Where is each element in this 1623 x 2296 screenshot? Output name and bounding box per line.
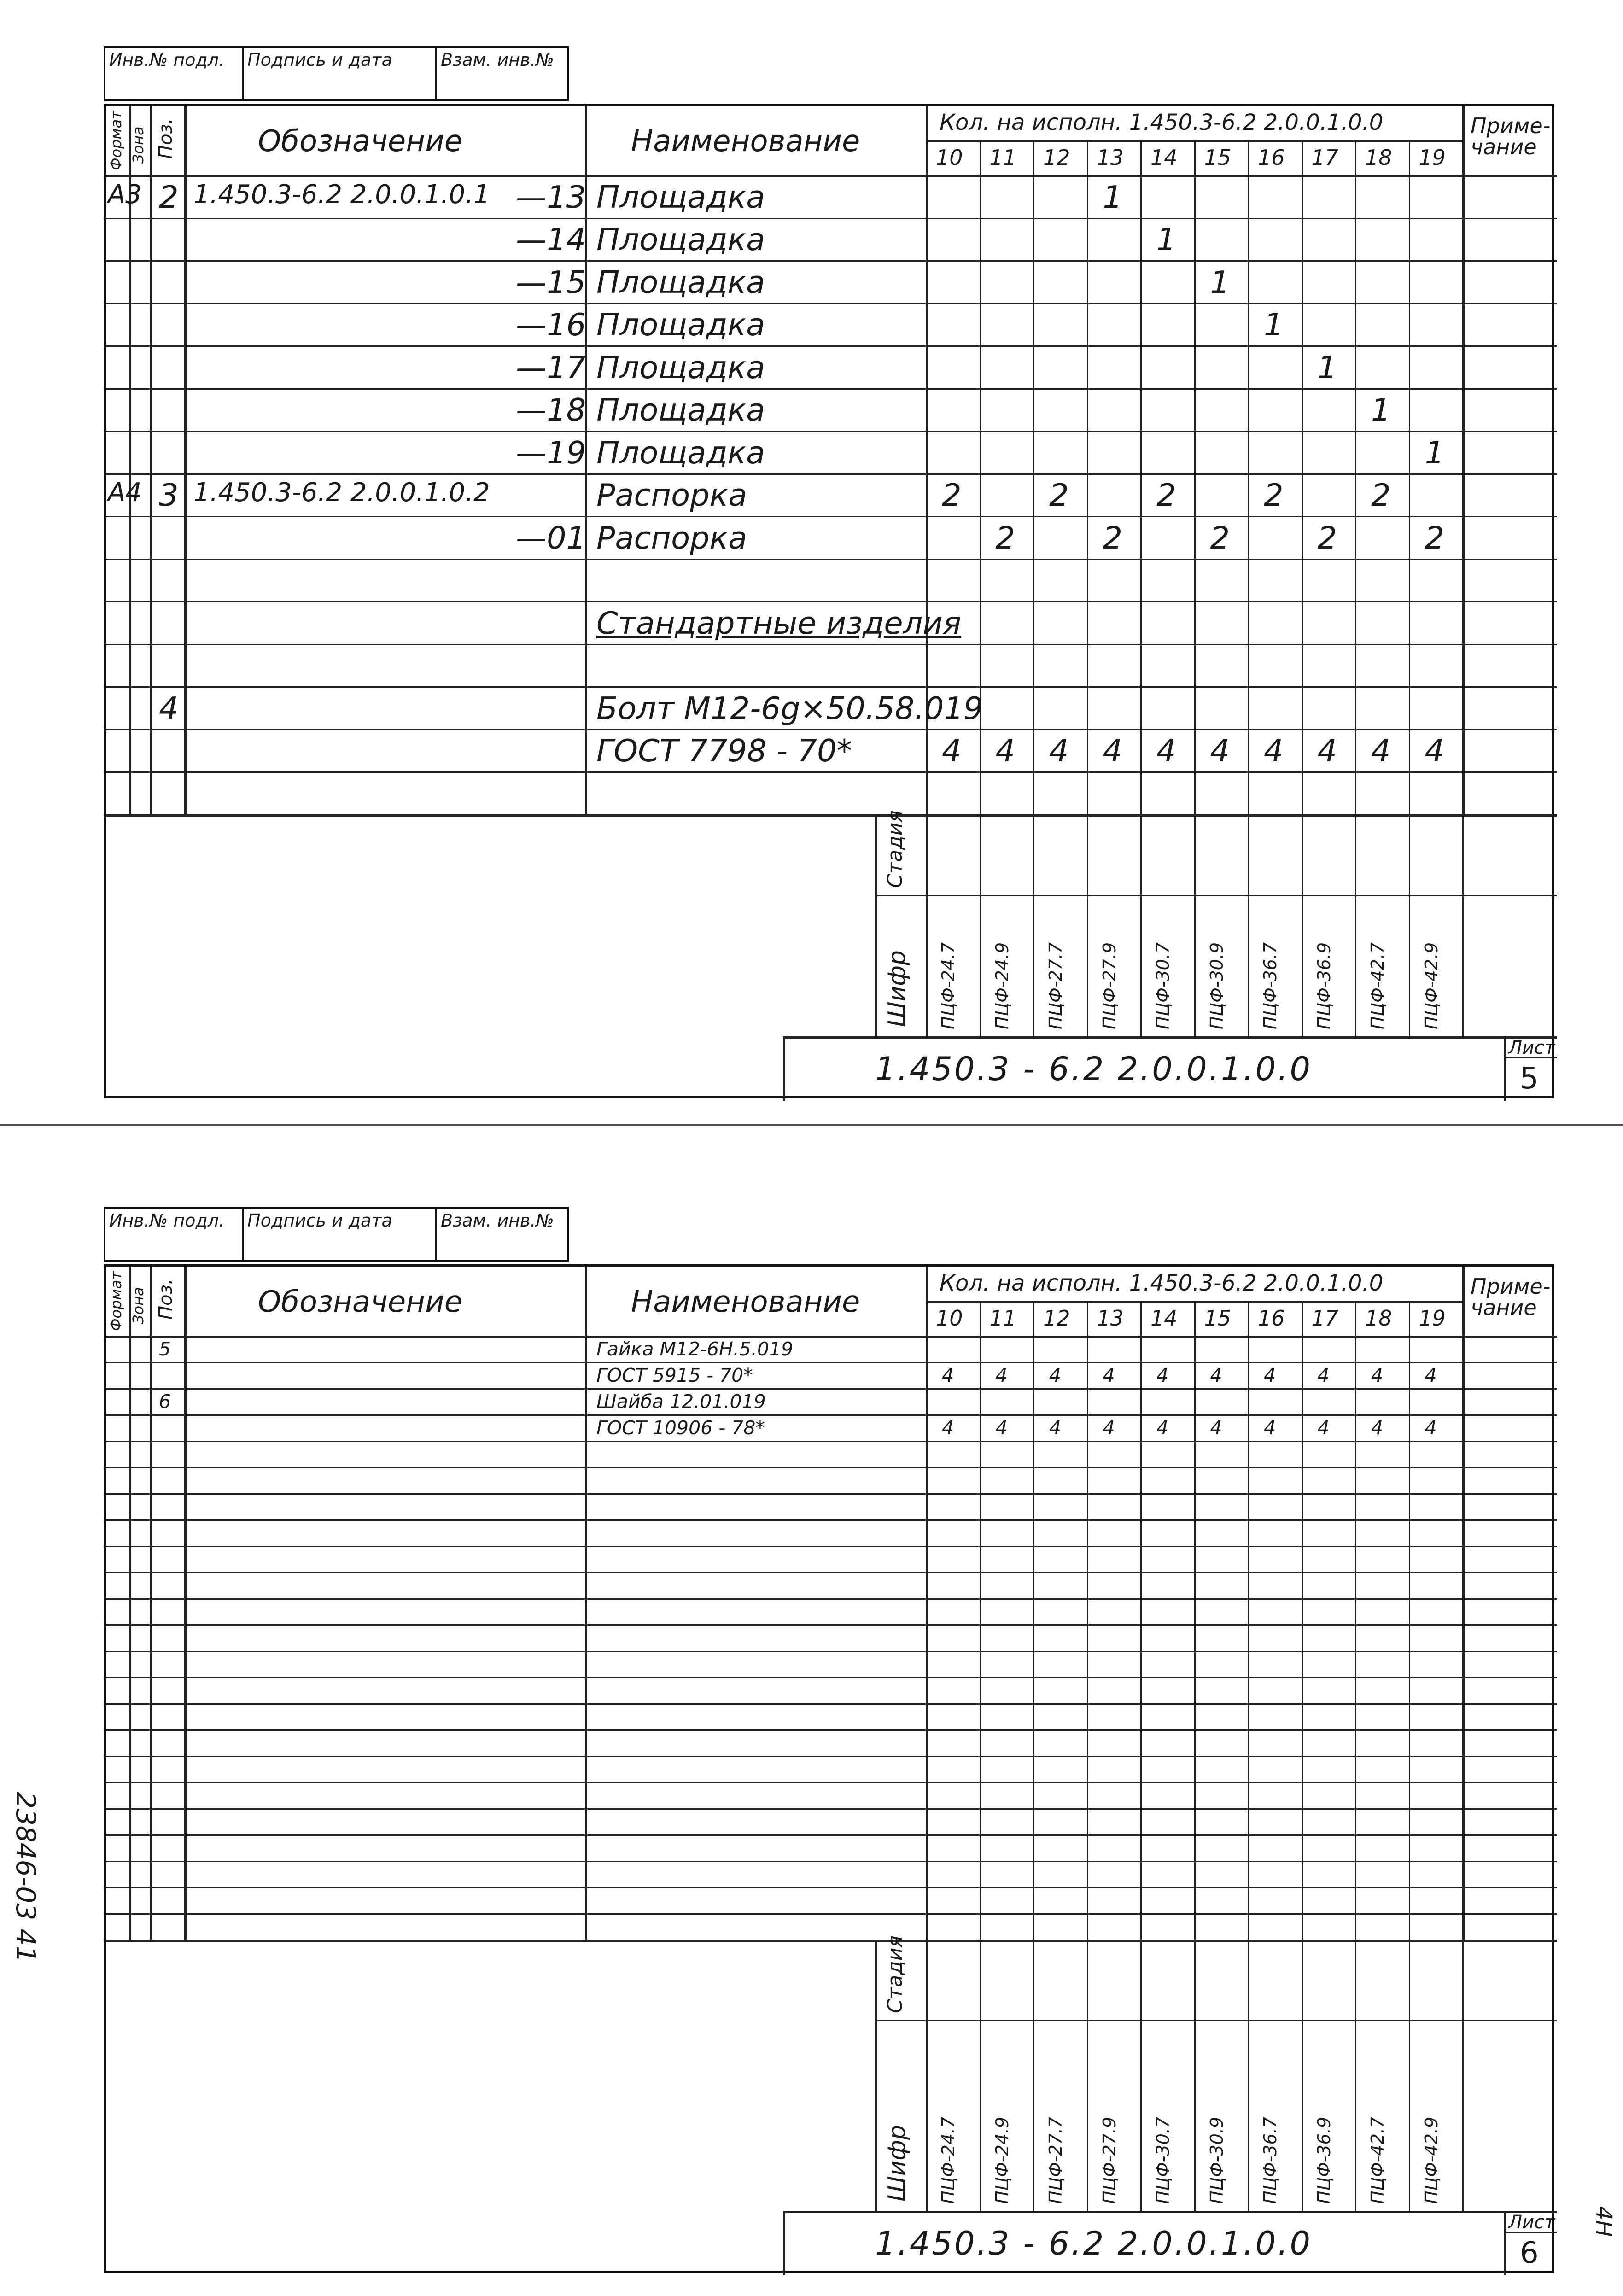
- footer-top-line: [106, 814, 1557, 817]
- row-variant-suffix: —16: [516, 307, 586, 343]
- cipher-code: ПЦФ-27.9: [1099, 942, 1120, 1029]
- sheet-label: Лист: [1508, 1037, 1555, 1058]
- variant-header: 12: [1043, 1306, 1070, 1331]
- zone-header: Зона: [129, 1287, 147, 1324]
- col-line-zone: [129, 106, 131, 814]
- row-line: [106, 345, 1557, 347]
- sheet-label: Лист: [1508, 2212, 1555, 2233]
- cipher-code: ПЦФ-24.7: [938, 942, 958, 1029]
- format-header: Формат: [107, 1271, 125, 1331]
- col-line-note: [1462, 1267, 1465, 1940]
- qty-col-line: [980, 1301, 981, 1940]
- qty-col-line: [1087, 1301, 1088, 1940]
- footer-q0-line: [926, 814, 928, 1037]
- col-line-name: [585, 1267, 587, 1940]
- cipher-code: ПЦФ-27.7: [1045, 942, 1066, 1029]
- row-pos: 3: [159, 477, 179, 514]
- corner-mark: 4Н: [1591, 2206, 1617, 2237]
- pos-header: Поз.: [155, 118, 176, 159]
- row-variant-suffix: —19: [516, 434, 586, 471]
- spec-table: [104, 104, 1554, 1098]
- row-format: А4: [108, 478, 142, 508]
- cipher-code: ПЦФ-42.9: [1421, 942, 1442, 1029]
- row-qty: 4: [1264, 733, 1284, 769]
- row-qty: 1: [1103, 179, 1123, 215]
- sheet-number: 6: [1520, 2236, 1539, 2270]
- row-qty: 4: [1156, 1417, 1169, 1439]
- format-header: Формат: [107, 111, 125, 170]
- row-line: [106, 1546, 1557, 1547]
- col-line-pos: [150, 1267, 152, 1940]
- footer-cipher-line: [1248, 1940, 1249, 2211]
- footer-cipher-line: [1194, 814, 1196, 1037]
- spec-table: [104, 1264, 1554, 2273]
- cipher-label: Шифр: [883, 950, 911, 1027]
- spec-sheet-5: [0, 0, 1623, 1119]
- designation-header: Обозначение: [258, 1285, 463, 1319]
- row-line: [106, 771, 1557, 773]
- cipher-label: Шифр: [883, 2125, 911, 2202]
- row-line: [106, 1441, 1557, 1442]
- title-block-left: [783, 2211, 785, 2275]
- footer-cipher-line: [1194, 1940, 1196, 2211]
- cipher-code: ПЦФ-30.9: [1206, 942, 1227, 1029]
- cipher-code: ПЦФ-36.9: [1314, 2116, 1334, 2204]
- row-line: [106, 644, 1557, 645]
- row-qty: 4: [1425, 733, 1445, 769]
- row-name: Шайба 12.01.019: [596, 1390, 766, 1413]
- qty-col-line: [1355, 1301, 1356, 1940]
- row-line: [106, 1651, 1557, 1652]
- page-divider: [0, 1124, 1623, 1126]
- spec-sheet-6: [0, 1151, 1623, 2296]
- row-qty: 4: [1317, 733, 1337, 769]
- variant-header: 19: [1419, 145, 1446, 170]
- col-line-desig: [184, 106, 187, 814]
- footer-cipher-line: [1033, 814, 1034, 1037]
- stage-label: Стадия: [883, 810, 907, 888]
- variant-header: 14: [1150, 1306, 1178, 1331]
- qty-col-line: [1140, 1301, 1142, 1940]
- row-qty: 4: [1425, 1417, 1437, 1439]
- row-qty: 4: [942, 733, 962, 769]
- row-qty: 4: [1156, 1364, 1169, 1387]
- row-line: [106, 1414, 1557, 1416]
- row-name: Распорка: [596, 477, 747, 514]
- footer-cipher-line: [1033, 1940, 1034, 2211]
- row-qty: 1: [1425, 434, 1445, 471]
- row-qty: 2: [1371, 477, 1391, 514]
- footer-cipher-line: [1409, 1940, 1410, 2211]
- cipher-code: ПЦФ-36.7: [1260, 2116, 1280, 2204]
- row-qty: 2: [995, 520, 1016, 556]
- cipher-code: ПЦФ-30.7: [1153, 2116, 1173, 2204]
- variant-header: 17: [1311, 1306, 1339, 1331]
- row-qty: 4: [1425, 1364, 1437, 1387]
- pos-header: Поз.: [155, 1279, 176, 1320]
- footer-cipher-line: [980, 814, 981, 1037]
- row-qty: 4: [1371, 733, 1391, 769]
- qty-group-header: Кол. на исполн. 1.450.3-6.2 2.0.0.1.0.0: [940, 110, 1384, 135]
- zone-header: Зона: [129, 126, 147, 164]
- cipher-code: ПЦФ-24.9: [992, 942, 1012, 1029]
- cipher-code: ПЦФ-42.9: [1421, 2116, 1442, 2204]
- variant-header: 15: [1204, 1306, 1232, 1331]
- row-line: [106, 431, 1557, 432]
- row-qty: 2: [1264, 477, 1284, 514]
- row-line: [106, 260, 1557, 262]
- row-qty: 4: [1103, 733, 1123, 769]
- row-line: [106, 1624, 1557, 1626]
- row-designation: 1.450.3-6.2 2.0.0.1.0.1: [193, 179, 490, 210]
- row-name: Гайка М12-6Н.5.019: [596, 1338, 794, 1361]
- row-variant-suffix: —17: [516, 349, 586, 386]
- footer-cipher-line: [1140, 814, 1142, 1037]
- col-line-desig: [184, 1267, 187, 1940]
- row-line: [106, 516, 1557, 517]
- row-qty: 2: [1210, 520, 1230, 556]
- row-line: [106, 1834, 1557, 1836]
- replaced-inv-label: Взам. инв.№: [441, 50, 554, 70]
- header-bottom-line: [106, 1336, 1557, 1338]
- replaced-inv-label: Взам. инв.№: [441, 1210, 554, 1231]
- row-line: [106, 601, 1557, 602]
- row-line: [106, 1913, 1557, 1915]
- row-line: [106, 1887, 1557, 1888]
- row-name: Распорка: [596, 520, 747, 556]
- row-qty: 2: [1317, 520, 1337, 556]
- row-qty: 1: [1210, 264, 1230, 300]
- col-line-zone: [129, 1267, 131, 1940]
- qty-col-line: [1409, 1301, 1410, 1940]
- row-qty: 2: [1425, 520, 1445, 556]
- cipher-code: ПЦФ-36.9: [1314, 942, 1334, 1029]
- approval-strip: [104, 46, 569, 101]
- document-code: 1.450.3 - 6.2 2.0.0.1.0.0: [875, 1050, 1312, 1088]
- signature-date-label: Подпись и дата: [244, 48, 437, 99]
- row-qty: 4: [995, 1417, 1008, 1439]
- variant-header: 15: [1204, 145, 1232, 170]
- inv-no-label: Инв.№ подл.: [105, 1209, 244, 1260]
- footer-cipher-line: [1087, 814, 1088, 1037]
- variant-header: 16: [1258, 145, 1285, 170]
- variant-header: 11: [989, 1306, 1017, 1331]
- qty-col-line: [1409, 140, 1410, 814]
- footer-cipher-line: [1087, 1940, 1088, 2211]
- footer-cipher-line: [980, 1940, 981, 2211]
- row-name: ГОСТ 10906 - 78*: [596, 1417, 765, 1439]
- approval-strip: [104, 1207, 569, 1262]
- row-name: Площадка: [596, 392, 765, 428]
- qty-group-header: Кол. на исполн. 1.450.3-6.2 2.0.0.1.0.0: [940, 1270, 1384, 1296]
- row-qty: 4: [1156, 733, 1176, 769]
- qty-col-line: [1302, 1301, 1303, 1940]
- row-qty: 2: [1049, 477, 1069, 514]
- row-line: [106, 1729, 1557, 1731]
- row-qty: 4: [1210, 1364, 1222, 1387]
- inv-no-label: Инв.№ подл.: [105, 48, 244, 99]
- qty-col-line: [1355, 140, 1356, 814]
- row-line: [106, 1519, 1557, 1521]
- footer-cipher-line: [1355, 1940, 1356, 2211]
- footer-cipher-line: [1302, 1940, 1303, 2211]
- cipher-code: ПЦФ-42.7: [1367, 2116, 1388, 2204]
- row-line: [106, 1756, 1557, 1757]
- stage-bottom-line: [875, 895, 1557, 896]
- row-name: ГОСТ 7798 - 70*: [596, 733, 852, 769]
- row-qty: 4: [1049, 733, 1069, 769]
- row-line: [106, 1362, 1557, 1363]
- footer-cipher-line: [1462, 1940, 1464, 2211]
- row-line: [106, 1388, 1557, 1390]
- footer-cipher-line: [1409, 814, 1410, 1037]
- stage-label: Стадия: [883, 1935, 907, 2013]
- row-qty: 4: [1103, 1417, 1115, 1439]
- row-pos: 6: [159, 1390, 171, 1413]
- row-line: [106, 729, 1557, 730]
- row-variant-suffix: —15: [516, 264, 586, 300]
- designation-header: Обозначение: [258, 124, 463, 158]
- cipher-code: ПЦФ-27.9: [1099, 2116, 1120, 2204]
- variant-header: 13: [1097, 1306, 1124, 1331]
- row-variant-suffix: —14: [516, 222, 586, 258]
- title-block-top: [783, 1036, 1557, 1039]
- row-name: Стандартные изделия: [596, 605, 962, 641]
- cipher-code: ПЦФ-27.7: [1045, 2116, 1066, 2204]
- variant-header: 14: [1150, 145, 1178, 170]
- cipher-code: ПЦФ-36.7: [1260, 942, 1280, 1029]
- variant-header: 19: [1419, 1306, 1446, 1331]
- row-line: [106, 559, 1557, 560]
- document-code: 1.450.3 - 6.2 2.0.0.1.0.0: [875, 2225, 1312, 2262]
- row-line: [106, 1861, 1557, 1862]
- row-qty: 4: [1103, 1364, 1115, 1387]
- cipher-code: ПЦФ-24.7: [938, 2116, 958, 2204]
- row-qty: 1: [1317, 349, 1337, 386]
- signature-date-label: Подпись и дата: [244, 1209, 437, 1260]
- row-qty: 4: [1317, 1417, 1330, 1439]
- row-qty: 1: [1264, 307, 1284, 343]
- row-line: [106, 1467, 1557, 1468]
- row-qty: 4: [1210, 733, 1230, 769]
- qty-col-line: [1140, 140, 1142, 814]
- row-variant-suffix: —01: [516, 520, 586, 556]
- row-format: А3: [108, 179, 142, 210]
- cipher-code: ПЦФ-30.9: [1206, 2116, 1227, 2204]
- title-block-top: [783, 2211, 1557, 2213]
- row-line: [106, 218, 1557, 219]
- col-line-q0: [926, 1267, 928, 1940]
- variant-header: 13: [1097, 145, 1124, 170]
- row-qty: 4: [995, 1364, 1008, 1387]
- qty-col-line: [1194, 140, 1196, 814]
- sheet-box-left: [1504, 1036, 1506, 1101]
- row-name: ГОСТ 5915 - 70*: [596, 1364, 753, 1387]
- cipher-code: ПЦФ-24.9: [992, 2116, 1012, 2204]
- col-line-note: [1462, 106, 1465, 814]
- note-header: Приме- чание: [1471, 1274, 1551, 1320]
- cipher-code: ПЦФ-42.7: [1367, 942, 1388, 1029]
- note-header: Приме- чание: [1471, 113, 1551, 159]
- qty-col-line: [1033, 1301, 1034, 1940]
- row-line: [106, 303, 1557, 304]
- row-line: [106, 473, 1557, 475]
- row-qty: 4: [1049, 1417, 1062, 1439]
- row-qty: 4: [1049, 1364, 1062, 1387]
- row-line: [106, 1493, 1557, 1495]
- col-line-pos: [150, 106, 152, 814]
- row-qty: 2: [1156, 477, 1176, 514]
- qty-col-line: [1033, 140, 1034, 814]
- row-line: [106, 1677, 1557, 1678]
- footer-cipher-line: [1140, 1940, 1142, 2211]
- row-qty: 4: [1264, 1364, 1276, 1387]
- row-name: Площадка: [596, 222, 765, 258]
- row-qty: 4: [995, 733, 1016, 769]
- row-qty: 2: [942, 477, 962, 514]
- variant-header: 18: [1365, 145, 1392, 170]
- row-variant-suffix: —18: [516, 392, 586, 428]
- row-qty: 4: [1210, 1417, 1222, 1439]
- qty-col-line: [1087, 140, 1088, 814]
- title-block-left: [783, 1036, 785, 1101]
- footer-q0-line: [926, 1940, 928, 2211]
- qty-col-line: [1302, 140, 1303, 814]
- row-variant-suffix: —13: [516, 179, 586, 215]
- sheet-number: 5: [1520, 1062, 1539, 1096]
- row-pos: 2: [159, 179, 179, 215]
- row-qty: 4: [1371, 1417, 1384, 1439]
- row-pos: 5: [159, 1338, 171, 1361]
- footer-cipher-line: [1355, 814, 1356, 1037]
- variant-header: 17: [1311, 145, 1339, 170]
- footer-cipher-line: [1302, 814, 1303, 1037]
- row-line: [106, 388, 1557, 390]
- archive-number: 23846-03 41: [10, 1792, 41, 1963]
- stage-label-line: [875, 814, 877, 1037]
- sheet-box-left: [1504, 2211, 1506, 2275]
- footer-top-line: [106, 1940, 1557, 1942]
- row-qty: 4: [1317, 1364, 1330, 1387]
- variant-header: 11: [989, 145, 1017, 170]
- name-header: Наименование: [631, 124, 860, 158]
- row-name: Площадка: [596, 179, 765, 215]
- stage-bottom-line: [875, 2020, 1557, 2021]
- row-name: Площадка: [596, 349, 765, 386]
- cipher-code: ПЦФ-30.7: [1153, 942, 1173, 1029]
- row-qty: 4: [1371, 1364, 1384, 1387]
- row-name: Площадка: [596, 307, 765, 343]
- row-pos: 4: [159, 690, 179, 726]
- row-qty: 4: [942, 1417, 954, 1439]
- variant-header: 16: [1258, 1306, 1285, 1331]
- stage-label-line: [875, 1940, 877, 2211]
- row-name: Площадка: [596, 264, 765, 300]
- row-qty: 4: [1264, 1417, 1276, 1439]
- row-line: [106, 1598, 1557, 1600]
- qty-col-line: [1248, 140, 1249, 814]
- row-line: [106, 1808, 1557, 1810]
- row-qty: 1: [1371, 392, 1391, 428]
- footer-cipher-line: [1248, 814, 1249, 1037]
- variant-header: 12: [1043, 145, 1070, 170]
- row-designation: 1.450.3-6.2 2.0.0.1.0.2: [193, 478, 490, 508]
- variant-header: 10: [936, 145, 963, 170]
- qty-col-line: [1194, 1301, 1196, 1940]
- variant-header: 10: [936, 1306, 963, 1331]
- qty-col-line: [1248, 1301, 1249, 1940]
- header-bottom-line: [106, 175, 1557, 177]
- footer-cipher-line: [1462, 814, 1464, 1037]
- row-line: [106, 1782, 1557, 1783]
- row-line: [106, 1572, 1557, 1573]
- name-header: Наименование: [631, 1285, 860, 1319]
- row-qty: 2: [1103, 520, 1123, 556]
- row-name: Болт М12-6g×50.58.019: [596, 690, 983, 726]
- row-qty: 4: [942, 1364, 954, 1387]
- row-line: [106, 1703, 1557, 1705]
- row-qty: 1: [1156, 222, 1176, 258]
- variant-header: 18: [1365, 1306, 1392, 1331]
- row-name: Площадка: [596, 434, 765, 471]
- row-line: [106, 686, 1557, 688]
